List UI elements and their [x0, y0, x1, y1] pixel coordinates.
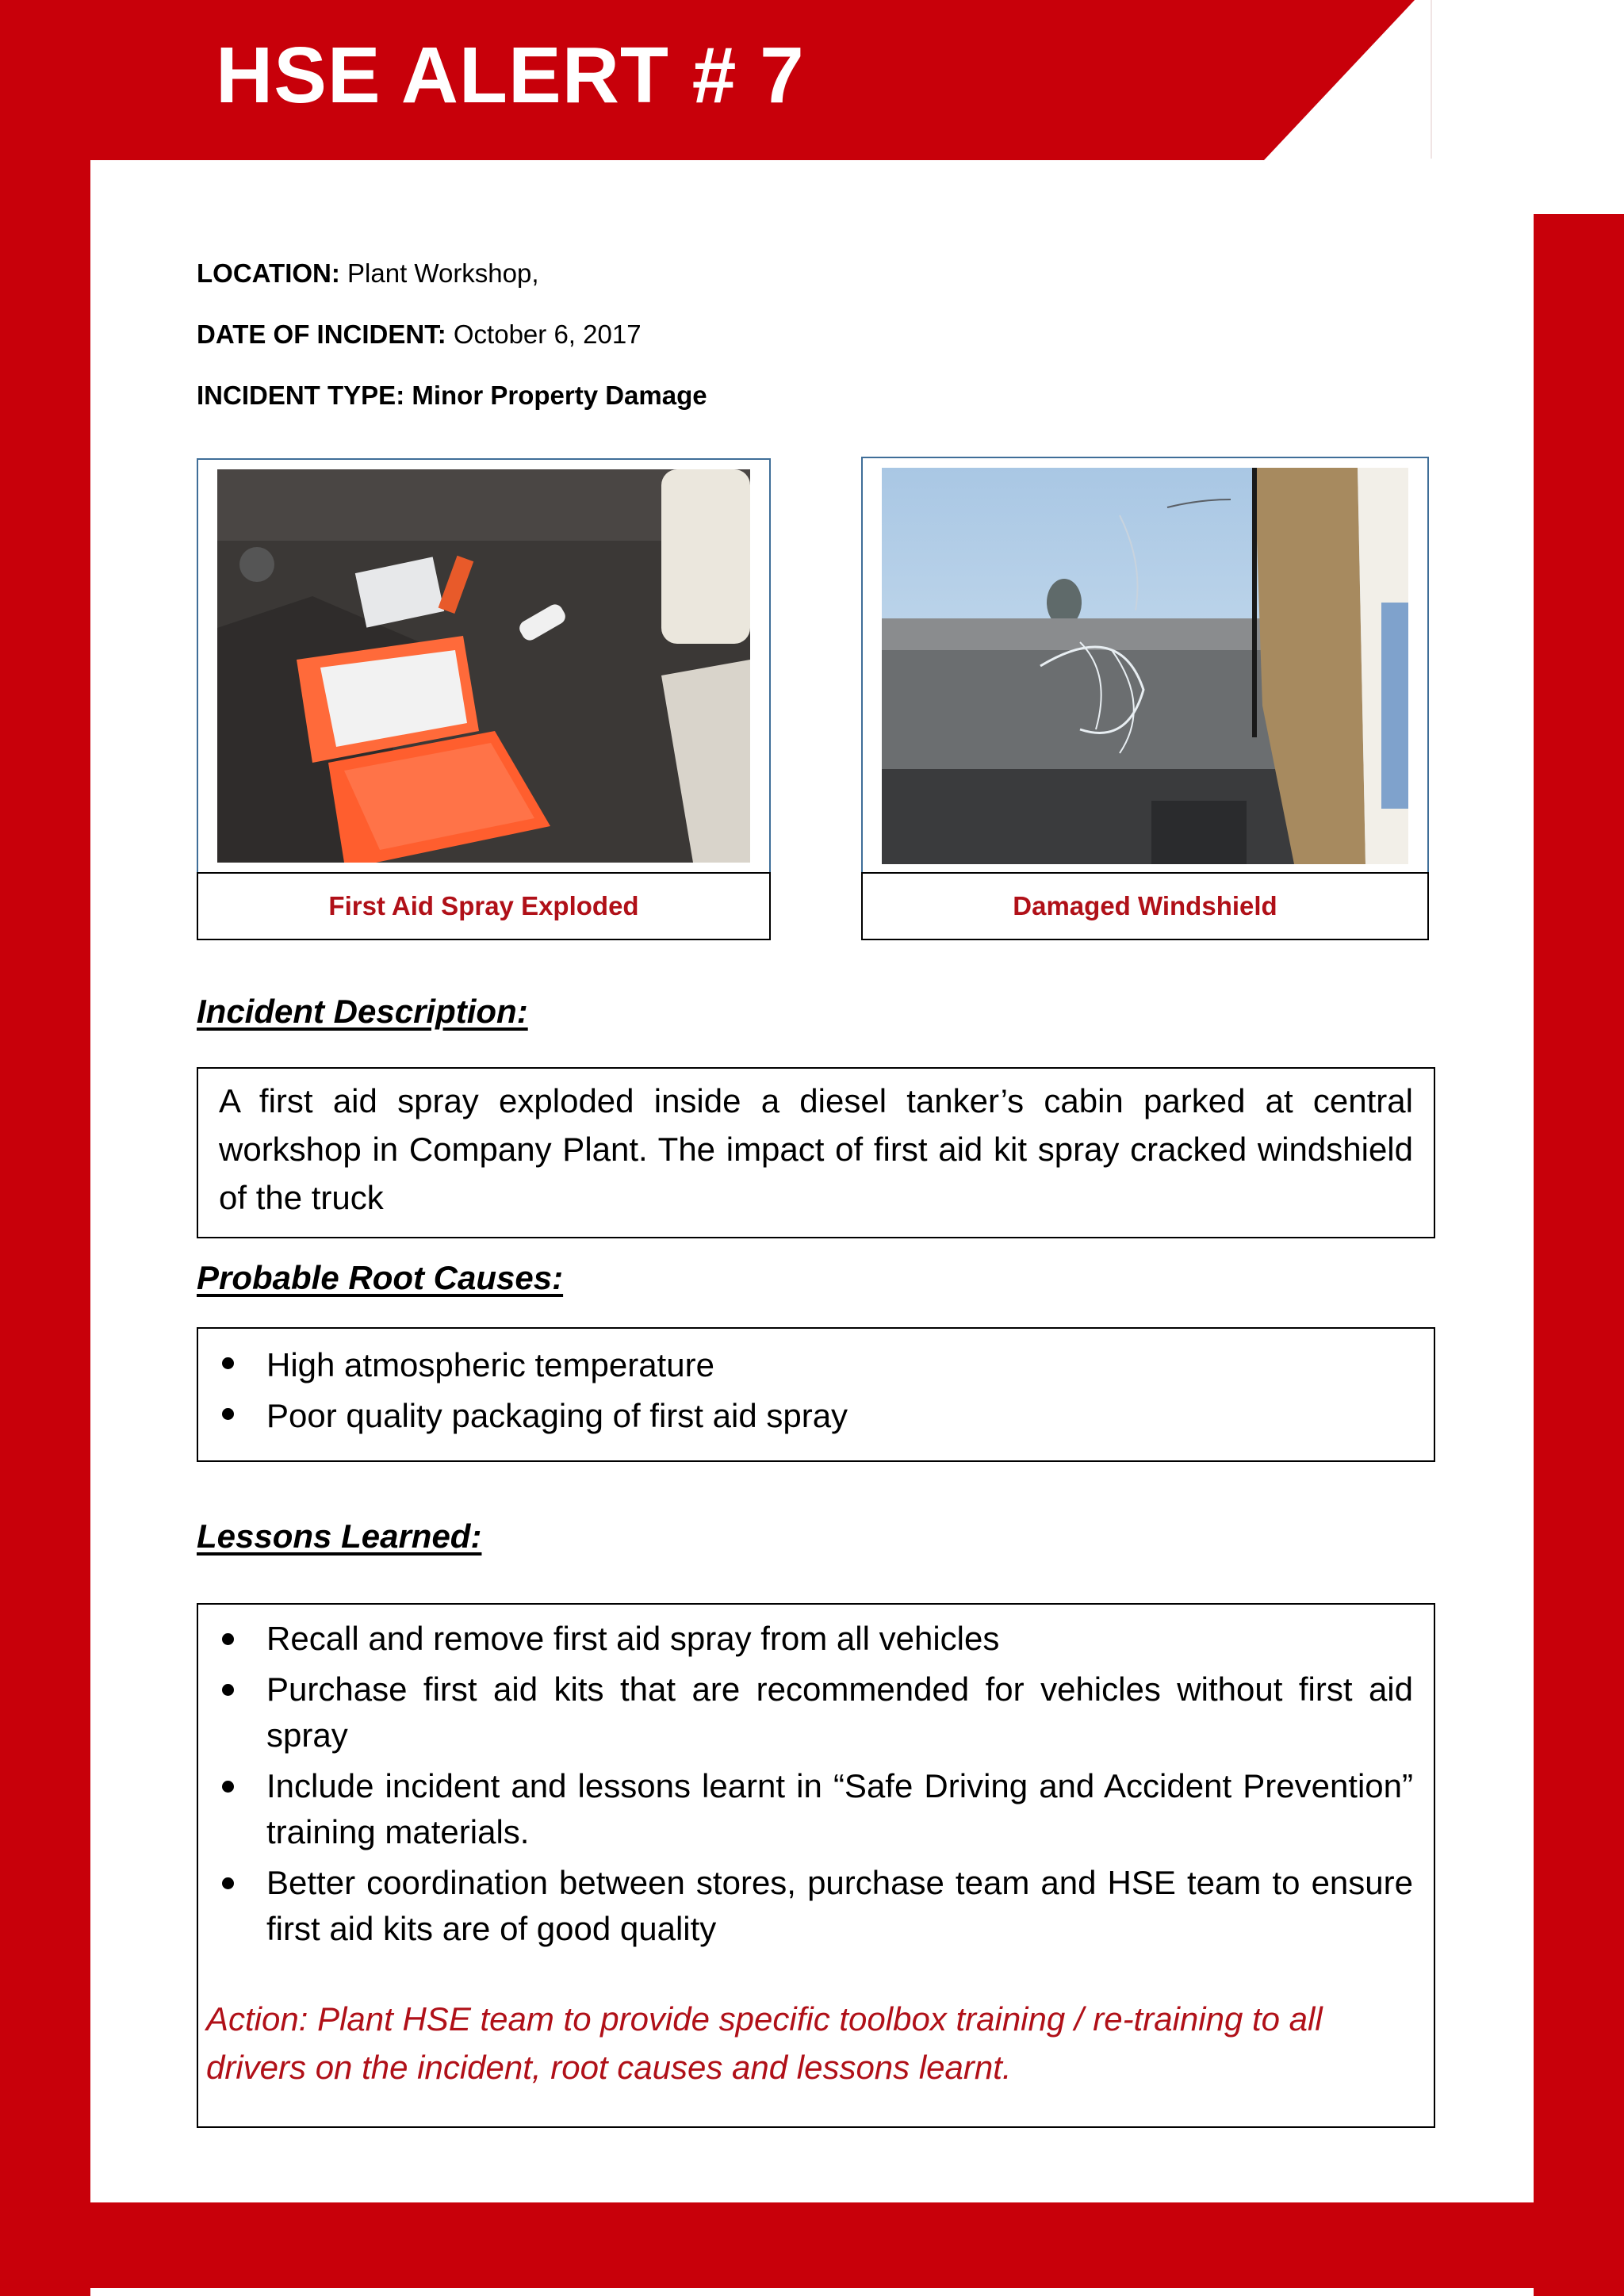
list-item	[198, 1391, 1434, 1441]
date-label: DATE OF INCIDENT:	[197, 320, 446, 349]
lessons-list	[198, 1616, 1434, 1952]
frame-right-bar	[1534, 214, 1624, 2296]
list-item	[198, 1763, 1434, 1855]
lesson-text: Include incident and lessons learnt in “Safe Driving and Accident Prevention” training materials.	[266, 1767, 1413, 1850]
location-value: Plant Workshop,	[347, 258, 539, 288]
incident-description-text: A first aid spray exploded inside a diesel tanker’s cabin parked at central workshop in Company Plant. The impact of first aid kit spray cracked windshield of the truck	[219, 1082, 1413, 1216]
list-item	[198, 1860, 1434, 1952]
photo-windshield-frame	[861, 457, 1429, 877]
root-causes-box	[197, 1327, 1435, 1462]
bullet-icon	[222, 1408, 234, 1420]
date-line	[197, 320, 642, 350]
location-label: LOCATION:	[197, 258, 340, 288]
corner-divider	[1431, 0, 1432, 159]
action-statement: Action: Plant HSE team to provide specific toolbox training / re-training to all drivers on the incident, root causes and lessons learnt.	[206, 2000, 1323, 2086]
list-item	[198, 1616, 1434, 1662]
frame-left-bar	[0, 0, 90, 2296]
bullet-icon	[222, 1357, 234, 1369]
lesson-text: Better coordination between stores, purchase team and HSE team to ensure first aid kits are of good quality	[266, 1864, 1413, 1947]
photo-damaged-windshield	[882, 468, 1408, 864]
lesson-text: Purchase first aid kits that are recommended for vehicles without first aid spray	[266, 1670, 1413, 1754]
incident-description-heading: Incident Description:	[197, 993, 528, 1030]
frame-bottom-bar	[0, 2202, 1624, 2288]
lessons-learned-box	[197, 1603, 1435, 2128]
root-cause-text: High atmospheric temperature	[266, 1346, 714, 1383]
incident-description-box	[197, 1067, 1435, 1238]
bullet-icon	[222, 1781, 234, 1793]
root-causes-heading: Probable Root Causes:	[197, 1259, 564, 1296]
location-line	[197, 258, 539, 289]
caption-windshield: Damaged Windshield	[861, 872, 1429, 940]
bullet-icon	[222, 1633, 234, 1645]
alert-title: HSE ALERT # 7	[216, 31, 805, 120]
lessons-learned-heading: Lessons Learned:	[197, 1517, 482, 1555]
bullet-icon	[222, 1877, 234, 1889]
root-cause-text: Poor quality packaging of first aid spray	[266, 1397, 848, 1434]
photo-first-aid-frame	[197, 458, 771, 877]
incident-type-label: INCIDENT TYPE:	[197, 381, 405, 410]
root-causes-list	[198, 1340, 1434, 1441]
date-value: October 6, 2017	[453, 320, 642, 349]
bullet-icon	[222, 1684, 234, 1696]
photo-first-aid-spray	[217, 469, 750, 863]
caption-first-aid: First Aid Spray Exploded	[197, 872, 771, 940]
incident-type-value: Minor Property Damage	[412, 381, 707, 410]
incident-type-line	[197, 381, 707, 411]
list-item	[198, 1340, 1434, 1391]
list-item	[198, 1667, 1434, 1758]
lesson-text: Recall and remove first aid spray from all vehicles	[266, 1620, 1000, 1657]
